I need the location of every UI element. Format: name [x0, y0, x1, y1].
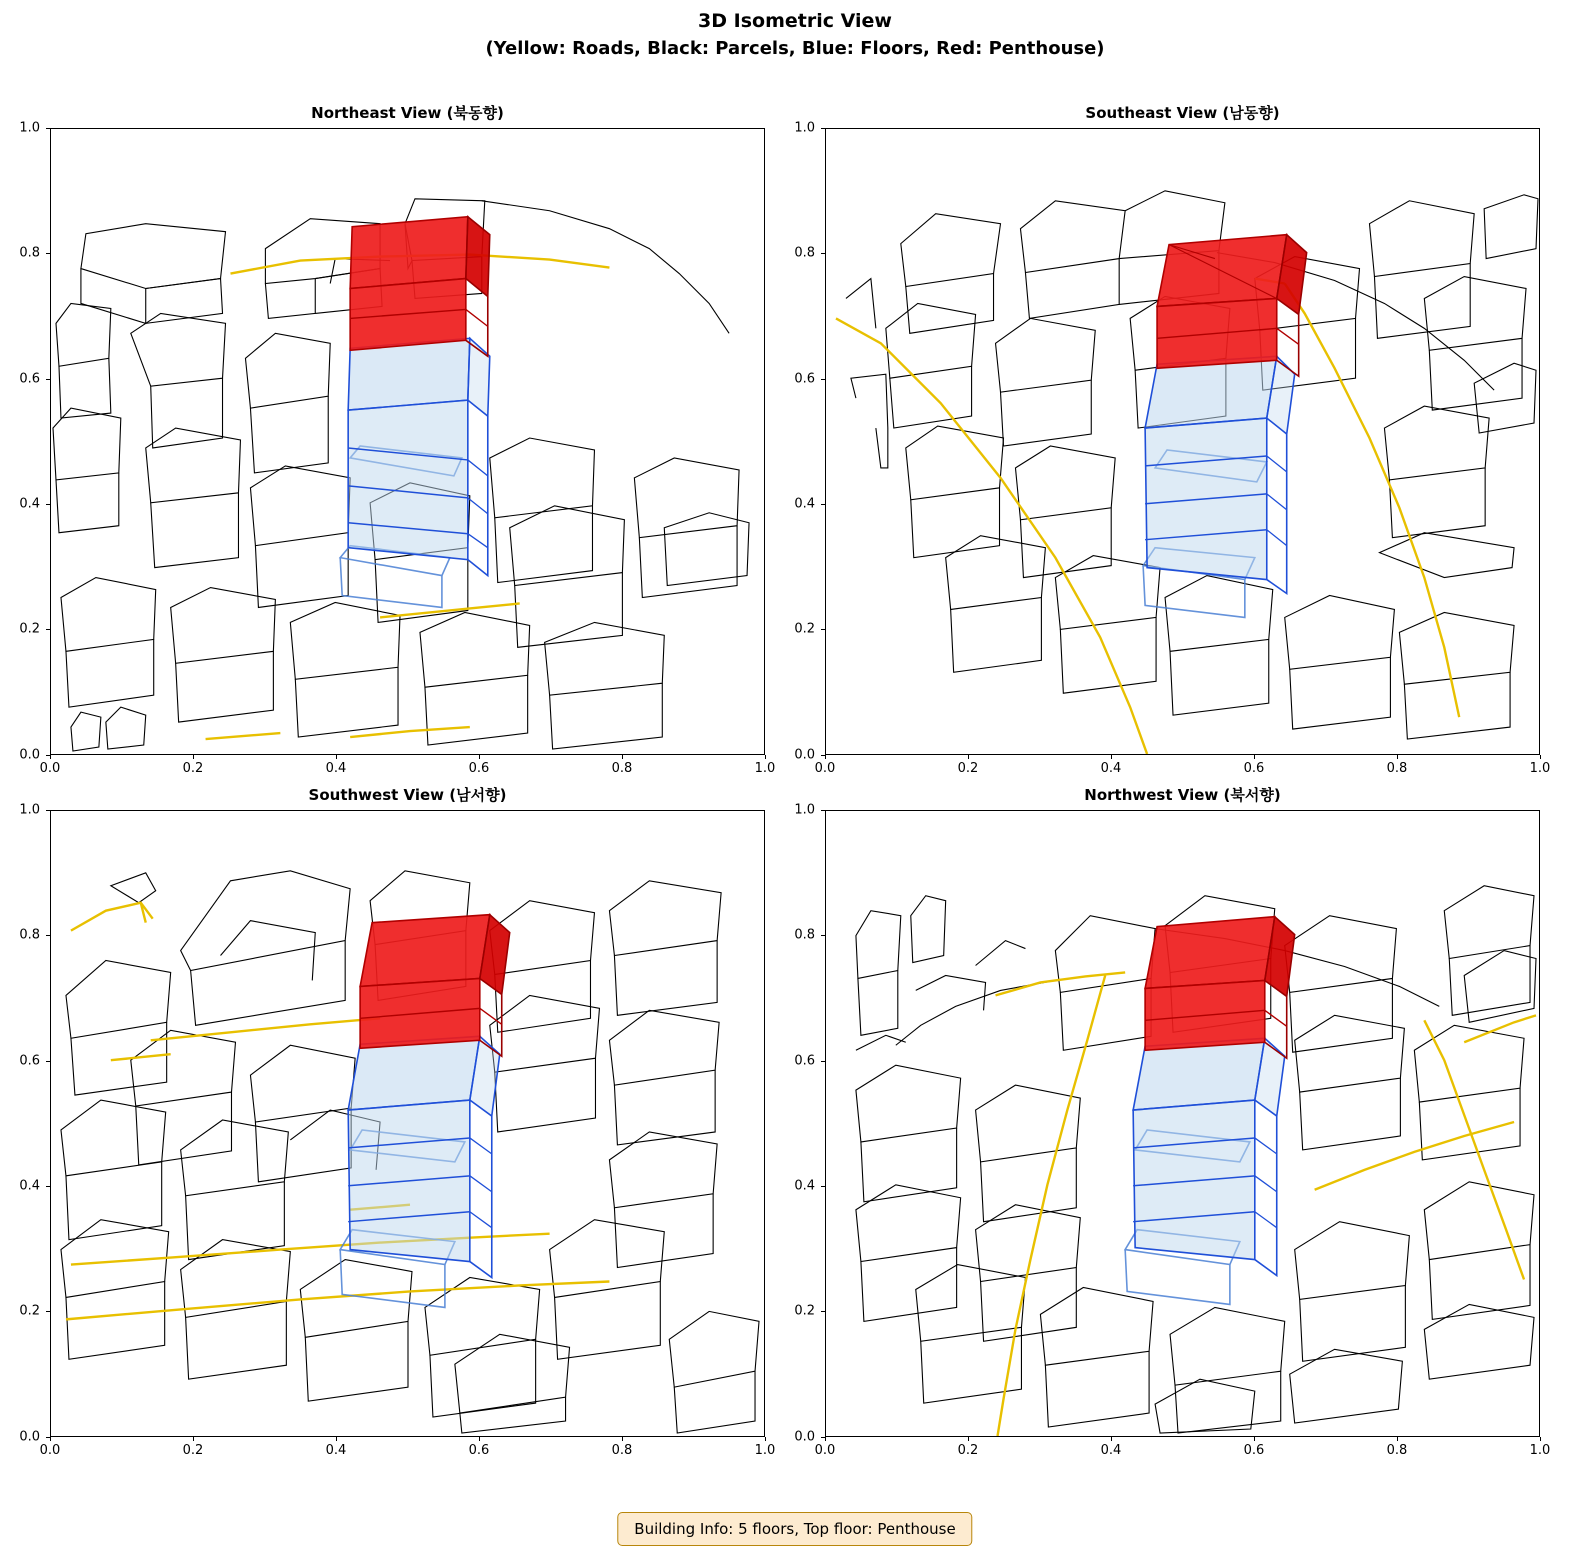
xtick-label: 0.6	[468, 1443, 490, 1458]
tickmark-y-2	[821, 1186, 825, 1187]
xtick-label: 0.0	[39, 761, 61, 776]
tickmark-y-5	[46, 810, 50, 811]
ytick-label: 0.2	[794, 1303, 815, 1319]
tickmark-x-4	[1397, 755, 1398, 759]
xtick-label: 0.4	[1100, 761, 1122, 776]
xtick-label: 0.6	[1243, 761, 1265, 776]
xtick-label: 0.8	[1386, 761, 1408, 776]
figure-title	[0, 8, 1590, 62]
panel-title-northwest: Northwest View (북서향)	[1084, 786, 1281, 804]
xtick-label: 0.2	[957, 761, 979, 776]
ytick-label: 0.2	[794, 621, 815, 637]
tickmark-y-0	[821, 755, 825, 756]
xtick-label: 0.2	[182, 761, 204, 776]
tickmark-y-4	[821, 253, 825, 254]
tickmark-x-3	[1254, 1437, 1255, 1441]
tickmark-x-2	[336, 1437, 337, 1441]
xtick-label: 0.6	[1243, 1443, 1265, 1458]
axes-northeast[interactable]	[50, 128, 765, 755]
tickmark-x-5	[765, 1437, 766, 1441]
xtick-label: 0.0	[39, 1443, 61, 1458]
tickmark-y-5	[821, 810, 825, 811]
tickmark-y-4	[46, 935, 50, 936]
tickmark-x-0	[50, 755, 51, 759]
tickmark-y-4	[46, 253, 50, 254]
tickmark-y-4	[821, 935, 825, 936]
tickmark-y-0	[46, 755, 50, 756]
panel-northeast	[19, 104, 776, 776]
ytick-label: 1.0	[794, 802, 815, 818]
tickmark-y-0	[46, 1437, 50, 1438]
ytick-label: 0.6	[19, 1053, 40, 1069]
tickmark-x-1	[968, 755, 969, 759]
tickmark-x-0	[825, 755, 826, 759]
tickmark-y-0	[821, 1437, 825, 1438]
xtick-label: 0.0	[814, 761, 836, 776]
tickmark-y-1	[46, 1311, 50, 1312]
tickmark-y-5	[821, 128, 825, 129]
tickmark-y-1	[46, 629, 50, 630]
ytick-label: 0.8	[794, 927, 815, 943]
ytick-label: 0.4	[19, 1178, 40, 1194]
tickmark-x-1	[968, 1437, 969, 1441]
tickmark-y-3	[821, 1061, 825, 1062]
ytick-label: 0.4	[794, 496, 815, 512]
axes-southeast[interactable]	[825, 128, 1540, 755]
panel-title-northeast: Northeast View (북동향)	[311, 104, 504, 122]
tickmark-x-4	[622, 755, 623, 759]
ytick-label: 0.6	[794, 1053, 815, 1069]
ytick-label: 0.6	[19, 371, 40, 387]
tickmark-y-5	[46, 128, 50, 129]
ytick-label: 0.6	[794, 371, 815, 387]
tickmark-x-5	[1540, 1437, 1541, 1441]
xtick-label: 0.8	[1386, 1443, 1408, 1458]
building-info-box: Building Info: 5 floors, Top floor: Penthouse	[617, 1512, 972, 1546]
xtick-label: 0.8	[611, 1443, 633, 1458]
tickmark-x-3	[1254, 755, 1255, 759]
tickmark-y-2	[46, 1186, 50, 1187]
ytick-label: 0.2	[19, 1303, 40, 1319]
ytick-label: 0.4	[19, 496, 40, 512]
ytick-label: 1.0	[794, 120, 815, 136]
tickmark-x-1	[193, 755, 194, 759]
tickmark-y-1	[821, 629, 825, 630]
panel-title-southwest: Southwest View (남서향)	[308, 786, 507, 804]
figure-title-line2: (Yellow: Roads, Black: Parcels, Blue: Floors, Red: Penthouse)	[485, 37, 1105, 59]
ytick-label: 1.0	[19, 120, 40, 136]
xtick-label: 0.0	[814, 1443, 836, 1458]
panel-southwest	[19, 786, 776, 1458]
tickmark-y-2	[821, 504, 825, 505]
ytick-label: 0.8	[794, 245, 815, 261]
tickmark-x-0	[50, 1437, 51, 1441]
ytick-label: 0.0	[19, 747, 40, 763]
xtick-label: 1.0	[1529, 1443, 1551, 1458]
xtick-label: 0.2	[182, 1443, 204, 1458]
ytick-label: 0.8	[19, 927, 40, 943]
tickmark-x-2	[1111, 755, 1112, 759]
tickmark-y-1	[821, 1311, 825, 1312]
tickmark-y-3	[46, 1061, 50, 1062]
tickmark-y-3	[821, 379, 825, 380]
ytick-label: 0.0	[19, 1429, 40, 1445]
tickmark-x-2	[1111, 1437, 1112, 1441]
tickmark-x-4	[1397, 1437, 1398, 1441]
figure-title-line1: 3D Isometric View	[698, 10, 892, 32]
axes-southwest[interactable]	[50, 810, 765, 1437]
ytick-label: 0.0	[794, 747, 815, 763]
xtick-label: 0.4	[325, 1443, 347, 1458]
xtick-label: 1.0	[1529, 761, 1551, 776]
xtick-label: 0.4	[325, 761, 347, 776]
ytick-label: 0.8	[19, 245, 40, 261]
tickmark-x-1	[193, 1437, 194, 1441]
tickmark-x-5	[765, 755, 766, 759]
xtick-label: 0.6	[468, 761, 490, 776]
xtick-label: 1.0	[754, 1443, 776, 1458]
tickmark-x-4	[622, 1437, 623, 1441]
ytick-label: 0.0	[794, 1429, 815, 1445]
xtick-label: 0.2	[957, 1443, 979, 1458]
tickmark-x-5	[1540, 755, 1541, 759]
tickmark-x-0	[825, 1437, 826, 1441]
tickmark-y-2	[46, 504, 50, 505]
xtick-label: 1.0	[754, 761, 776, 776]
xtick-label: 0.8	[611, 761, 633, 776]
ytick-label: 0.4	[794, 1178, 815, 1194]
panel-northwest	[794, 786, 1551, 1458]
tickmark-y-3	[46, 379, 50, 380]
xtick-label: 0.4	[1100, 1443, 1122, 1458]
panel-title-southeast: Southeast View (남동향)	[1085, 104, 1280, 122]
axes-northwest[interactable]	[825, 810, 1540, 1437]
tickmark-x-3	[479, 1437, 480, 1441]
panel-southeast	[794, 104, 1551, 776]
tickmark-x-3	[479, 755, 480, 759]
tickmark-x-2	[336, 755, 337, 759]
ytick-label: 0.2	[19, 621, 40, 637]
ytick-label: 1.0	[19, 802, 40, 818]
